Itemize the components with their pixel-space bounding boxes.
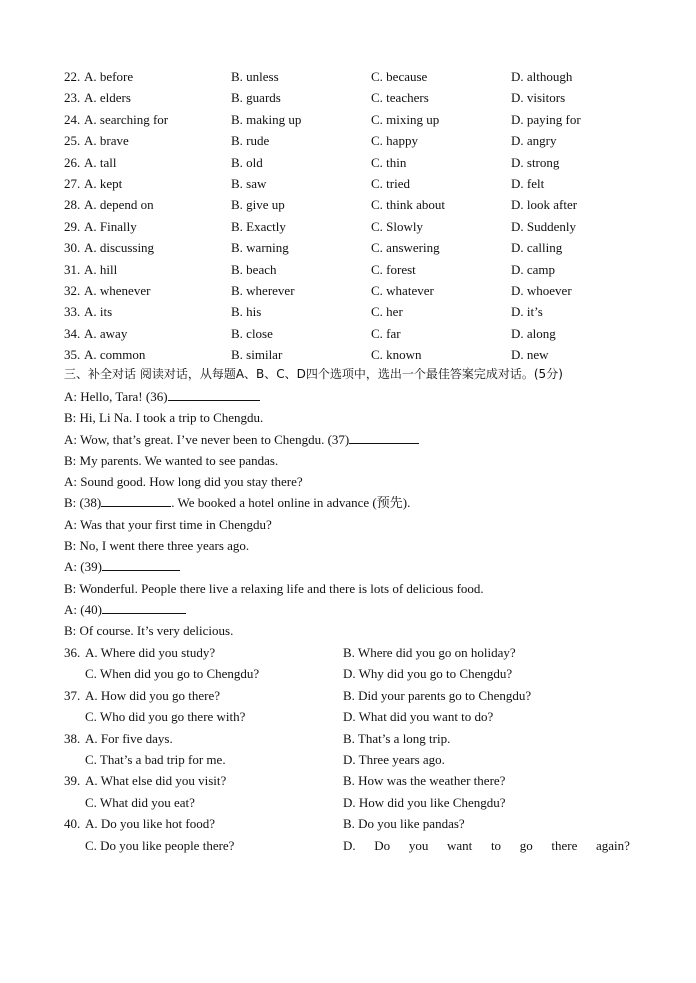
dialogue-line [64,599,664,620]
option-b: B. unless [231,69,279,84]
option-a: A. searching for [84,111,169,127]
dialogue-line [64,407,664,428]
option-b: B. saw [231,175,267,191]
question-row [64,152,664,173]
option-a: A. Where did you study? [85,645,216,660]
question-row [64,770,664,791]
dialogue-text: B: (38) [64,495,102,511]
dialogue-text: B: Hi, Li Na. I took a trip to Chengdu. [64,410,264,426]
option-a: A. kept [84,175,123,191]
question-number: 36. [64,645,81,660]
option-d: D. it’s [511,304,543,320]
option-a: A. before [84,69,134,84]
option-b: B. old [231,154,263,170]
option-b: B. Exactly [231,218,286,234]
option-d: D. strong [511,154,560,170]
question-number: 33. [64,304,81,320]
option-b: B. close [231,325,273,341]
question-row [64,66,664,87]
question-number: 25. [64,133,81,149]
dialogue-line [64,556,664,577]
option-d: D. although [511,69,573,84]
question-row-continued [64,835,664,856]
question-number: 35. [64,347,81,363]
answer-blank [168,386,260,401]
question-number: 28. [64,197,81,213]
dialogue-text: A: Was that your first time in Chengdu? [64,516,272,532]
question-number: 31. [64,261,81,277]
question-row [64,728,664,749]
option-c: C. known [371,347,422,363]
word: want [447,837,473,853]
dialogue-line [64,514,664,535]
option-a: A. whenever [84,282,151,298]
option-a: A. its [84,304,113,320]
option-c: C. Slowly [371,218,424,234]
option-b: B. That’s a long trip. [343,730,451,746]
dialogue-text: A: Sound good. How long did you stay there? [64,474,303,490]
option-b: B. wherever [231,282,295,298]
question-number: 30. [64,240,81,256]
option-c: C. Who did you go there with? [85,709,246,725]
option-a: A. Finally [84,218,137,234]
option-a: A. discussing [84,240,155,256]
option-c: C. tried [371,175,410,191]
option-a: A. away [84,325,128,341]
option-d: D. paying for [511,111,581,127]
option-a: A. common [84,347,146,363]
dialogue-text: B: Of course. It’s very delicious. [64,623,234,639]
question-row [64,642,664,663]
dialogue-text: A: Wow, that’s great. I’ve never been to Chengdu. (37) [64,431,350,447]
option-c: C. think about [371,197,446,213]
option-b: B. warning [231,240,289,256]
option-a: A. Do you like hot food? [85,816,215,832]
option-b: B. Where did you go on holiday? [343,645,516,660]
question-row-continued [64,663,664,684]
dialogue-line [64,578,664,599]
dialogue-line [64,492,664,513]
option-d: D. Suddenly [511,218,576,234]
dialogue-text: B: No, I went there three years ago. [64,538,250,554]
question-row [64,301,664,322]
option-c: C. answering [371,240,440,256]
word: go [519,837,533,853]
option-a: A. tall [84,154,117,170]
option-d: D. visitors [511,90,566,106]
dialogue-text-after: . We booked a hotel online in advance (预先). [171,495,411,511]
dialogue-line [64,429,664,450]
option-a: A. hill [84,261,118,277]
question-row-continued [64,749,664,770]
question-row [64,173,664,194]
dialogue-text: A: Hello, Tara! (36) [64,389,168,404]
option-b: B. give up [231,197,285,213]
question-row [64,344,664,365]
question-number: 37. [64,687,81,703]
question-number: 26. [64,154,81,170]
option-c: C. whatever [371,282,434,298]
dialogue-line [64,450,664,471]
option-d: D. What did you want to do? [343,709,494,725]
option-d: D. angry [511,133,557,149]
question-number: 23. [64,90,81,106]
option-d: D. calling [511,240,563,256]
option-c: C. teachers [371,90,429,106]
question-row [64,194,664,215]
question-row [64,259,664,280]
dialogue-line [64,535,664,556]
question-number: 22. [64,69,81,84]
option-a: A. elders [84,90,131,106]
dialogue-line [64,386,664,407]
option-d [343,835,630,856]
dialogue-text: B: My parents. We wanted to see pandas. [64,452,279,468]
question-number: 29. [64,218,81,234]
option-a: A. How did you go there? [85,687,221,703]
dialogue [64,386,664,642]
option-c: C. far [371,325,401,341]
word: there [551,837,578,853]
question-row [64,130,664,151]
option-b: B. guards [231,90,281,106]
option-b: B. similar [231,347,283,363]
option-c: C. forest [371,261,416,277]
option-d: D. Why did you go to Chengdu? [343,666,513,682]
option-a: A. For five days. [85,730,173,746]
option-b: B. Do you like pandas? [343,816,465,832]
vocabulary-questions [64,66,664,365]
word: D. [343,837,356,853]
question-row [64,216,664,237]
option-d: D. How did you like Chengdu? [343,794,506,810]
question-number: 39. [64,773,81,789]
question-number: 34. [64,325,81,341]
word: to [490,837,502,853]
answer-blank [102,599,186,614]
option-b: B. How was the weather there? [343,773,506,789]
question-row-continued [64,792,664,813]
option-c: C. When did you go to Chengdu? [85,666,260,682]
option-d: D. camp [511,261,556,277]
option-b: B. his [231,304,262,320]
option-b: B. rude [231,133,270,149]
option-c: C. thin [371,154,407,170]
dialogue-line [64,471,664,492]
option-c: C. happy [371,133,418,149]
question-number: 32. [64,282,81,298]
answer-blank [349,429,419,444]
question-row [64,813,664,834]
question-row [64,323,664,344]
option-c: C. because [371,69,428,84]
dialogue-text: A: (40) [64,601,102,617]
question-number: 27. [64,175,81,191]
answer-blank [101,492,171,507]
dialogue-text: A: (39) [64,559,102,575]
question-number: 38. [64,730,81,746]
question-number: 24. [64,111,81,127]
question-row [64,280,664,301]
question-row [64,109,664,130]
option-d: D. along [511,325,556,341]
option-b: B. making up [231,111,302,127]
word: Do [374,837,391,853]
option-d: D. whoever [511,282,572,298]
option-d: D. new [511,347,549,363]
question-row [64,685,664,706]
option-d: D. Three years ago. [343,751,445,767]
dialogue-line [64,620,664,641]
option-c: C. mixing up [371,111,440,127]
option-a: A. What else did you visit? [85,773,227,789]
option-a: A. brave [84,133,129,149]
option-c: C. That’s a bad trip for me. [85,751,226,767]
dialogue-text: B: Wonderful. People there live a relaxing life and there is lots of delicious food. [64,580,484,596]
question-number: 40. [64,816,81,832]
question-row [64,237,664,258]
option-d: D. felt [511,175,545,191]
option-c: C. Do you like people there? [85,837,235,853]
question-row [64,87,664,108]
word: again? [596,837,630,853]
answer-blank [102,556,180,571]
word: you [408,837,429,853]
option-c: C. her [371,304,403,320]
dialogue-questions [64,642,664,856]
section-heading: 三、补全对话 阅读对话，从每题A、B、C、D四个选项中，选出一个最佳答案完成对话。(5分) [64,367,563,381]
option-d: D. look after [511,197,578,213]
option-c: C. What did you eat? [85,794,195,810]
question-row-continued [64,706,664,727]
option-a: A. depend on [84,197,154,213]
option-b: B. beach [231,261,277,277]
option-b: B. Did your parents go to Chengdu? [343,687,532,703]
